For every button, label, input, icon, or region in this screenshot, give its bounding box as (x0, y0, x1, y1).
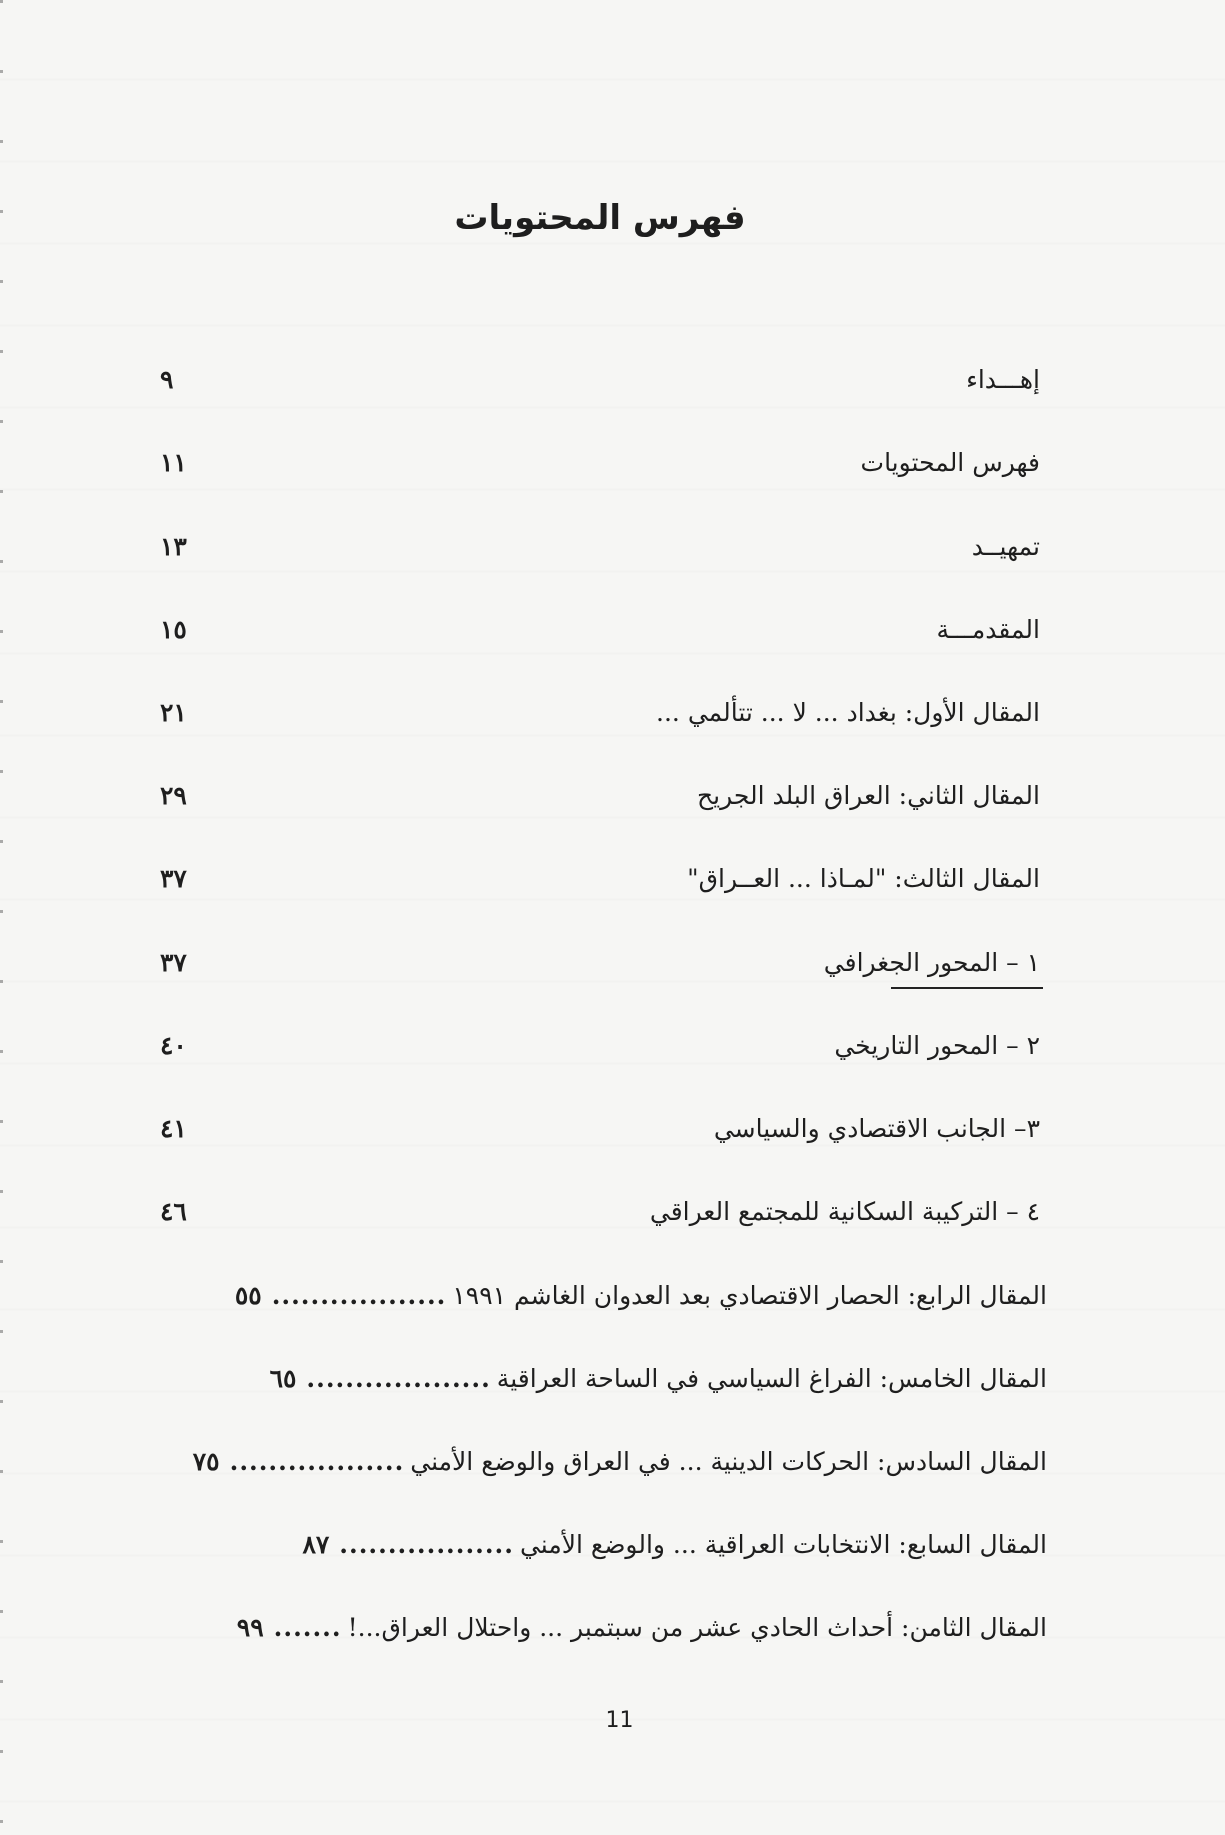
toc-entry (178, 1447, 1047, 1476)
toc-entry (160, 532, 1040, 561)
toc-entry (160, 1031, 1040, 1060)
toc-entry-page: ٩٩ (236, 1613, 264, 1642)
toc-entry (160, 615, 1040, 644)
toc-entry-label: المقال الثاني: العراق البلد الجريح (696, 781, 1040, 810)
toc-entry-page: ٩ (160, 365, 174, 394)
toc-entry-page: ١٥ (160, 615, 187, 644)
toc-entry (160, 698, 1040, 727)
entry-underline (891, 987, 1043, 989)
toc-entry-label: المقال الخامس: الفراغ السياسي في الساحة العراقية (496, 1364, 1047, 1393)
toc-leader-dots: .................. (271, 1281, 447, 1310)
toc-entry-page: ٤٦ (160, 1197, 187, 1226)
toc-leader-dots: .................. (229, 1447, 405, 1476)
toc-entry (160, 948, 1040, 977)
toc-entry (178, 1364, 1047, 1393)
toc-entry-page: ٢١ (160, 698, 187, 727)
toc-entry (160, 365, 1040, 394)
toc-entry-label: المقال الثالث: "لمـاذا ... العــراق" (687, 864, 1040, 893)
toc-entry-label: ١ – المحور الجغرافي (823, 948, 1040, 977)
toc-entry-label: تمهيــد (971, 532, 1040, 561)
page-title: فهرس المحتويات (454, 198, 746, 238)
toc-entry-label: المقال السادس: الحركات الدينية ... في العراق والوضع الأمني (410, 1447, 1047, 1476)
toc-entry-label: إهـــداء (966, 365, 1040, 394)
toc-entry-page: ٤١ (160, 1114, 187, 1143)
toc-entry-label: فهرس المحتويات (860, 448, 1040, 477)
toc-entry (178, 1530, 1047, 1559)
toc-entry-page: ٣٧ (160, 948, 187, 977)
toc-entry (178, 1613, 1047, 1642)
toc-entry-page: ١٣ (160, 532, 187, 561)
toc-entry-page: ٦٥ (269, 1364, 297, 1393)
toc-entry-page: ٨٧ (302, 1530, 330, 1559)
toc-entry-label: ٣– الجانب الاقتصادي والسياسي (713, 1114, 1040, 1143)
toc-entry-page: ٣٧ (160, 864, 187, 893)
toc-entry (178, 1281, 1047, 1310)
toc-leader-dots: ................... (306, 1364, 491, 1393)
toc-entry-page: ٢٩ (160, 781, 187, 810)
toc-entry-label: المقدمـــة (936, 615, 1040, 644)
toc-entry (160, 448, 1040, 477)
toc-entry-page: ١١ (160, 448, 187, 477)
toc-entry-label: ٢ – المحور التاريخي (834, 1031, 1040, 1060)
page-number: 11 (605, 1708, 634, 1733)
toc-entry-label: المقال الأول: بغداد ... لا ... تتألمي ... (656, 698, 1040, 727)
toc-entry-label: المقال الرابع: الحصار الاقتصادي بعد العدوان الغاشم ١٩٩١ (452, 1281, 1047, 1310)
toc-entry-page: ٤٠ (160, 1031, 187, 1060)
toc-leader-dots: .................. (339, 1530, 514, 1559)
toc-entry-label: المقال الثامن: أحداث الحادي عشر من سبتمبر ... واحتلال العراق...! (347, 1613, 1047, 1642)
toc-entry (160, 1114, 1040, 1143)
toc-entry (160, 781, 1040, 810)
toc-entry-page: ٧٥ (192, 1447, 220, 1476)
toc-entry-label: المقال السابع: الانتخابات العراقية ... والوضع الأمني (519, 1530, 1047, 1559)
toc-entry-page: ٥٥ (234, 1281, 262, 1310)
toc-entry (160, 1197, 1040, 1226)
toc-entry-label: ٤ – التركيبة السكانية للمجتمع العراقي (649, 1197, 1040, 1226)
toc-leader-dots: ....... (273, 1613, 342, 1642)
toc-entry (160, 864, 1040, 893)
